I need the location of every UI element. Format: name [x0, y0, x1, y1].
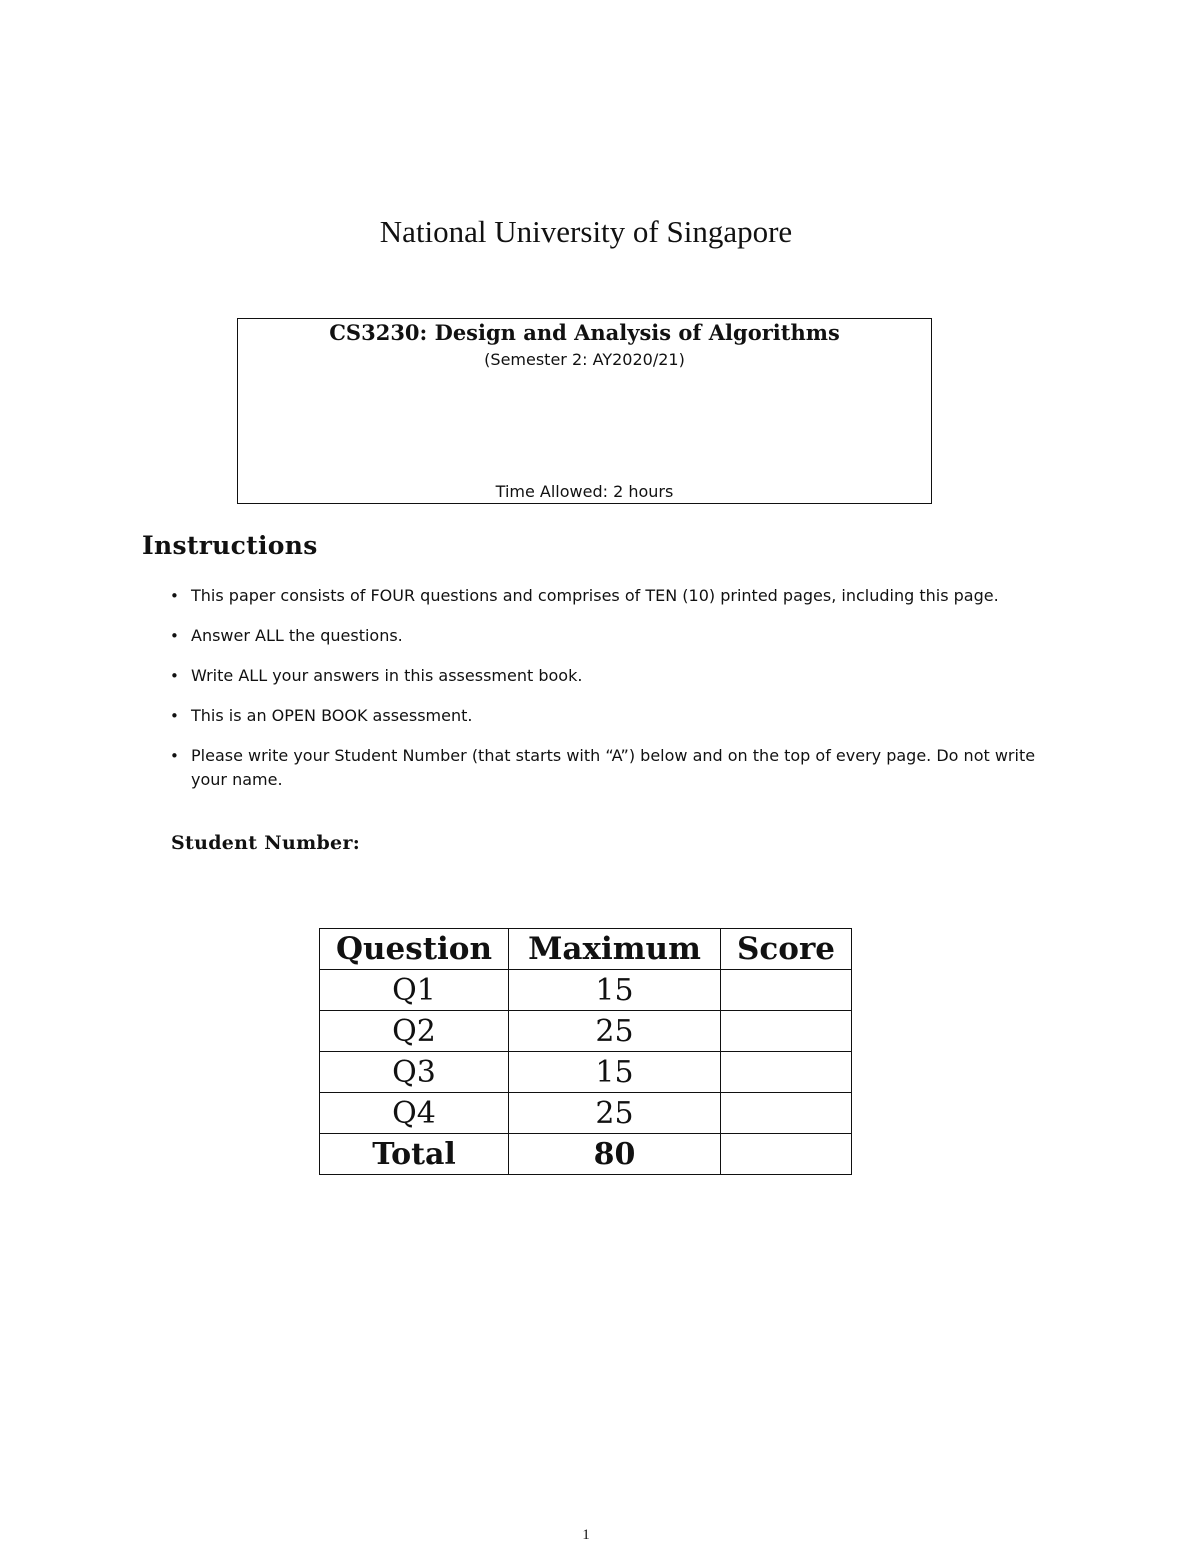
course-title: CS3230: Design and Analysis of Algorithms — [329, 320, 840, 345]
instruction-item — [168, 664, 1038, 688]
instruction-item — [168, 744, 1038, 792]
cell-maximum: 25 — [509, 1011, 721, 1052]
cell-score[interactable] — [721, 1134, 852, 1175]
instruction-text: This is an OPEN BOOK assessment. — [191, 706, 473, 725]
bullet-icon: • — [170, 667, 179, 685]
cell-maximum: 15 — [509, 1052, 721, 1093]
score-table — [319, 928, 852, 1175]
header-score: Score — [721, 929, 852, 970]
table-row — [320, 970, 852, 1011]
course-semester: (Semester 2: AY2020/21) — [484, 350, 685, 369]
university-title: National University of Singapore — [379, 214, 793, 249]
bullet-icon: • — [170, 747, 179, 765]
cell-score[interactable] — [721, 970, 852, 1011]
instructions-list — [168, 584, 1038, 808]
student-number-label: Student Number: — [171, 832, 361, 854]
cell-question: Q3 — [320, 1052, 509, 1093]
cell-maximum: 25 — [509, 1093, 721, 1134]
instruction-item — [168, 584, 1038, 608]
table-header-row — [320, 929, 852, 970]
cell-score[interactable] — [721, 1052, 852, 1093]
table-row — [320, 1052, 852, 1093]
cell-question: Q2 — [320, 1011, 509, 1052]
bullet-icon: • — [170, 707, 179, 725]
cell-question: Q1 — [320, 970, 509, 1011]
course-info-box — [237, 318, 932, 504]
cell-maximum: 80 — [509, 1134, 721, 1175]
time-allowed: Time Allowed: 2 hours — [495, 482, 674, 501]
cell-score[interactable] — [721, 1093, 852, 1134]
instruction-item — [168, 704, 1038, 728]
instruction-text: Answer ALL the questions. — [191, 626, 403, 645]
cell-maximum: 15 — [509, 970, 721, 1011]
header-maximum: Maximum — [509, 929, 721, 970]
instructions-heading: Instructions — [142, 531, 318, 560]
header-question: Question — [320, 929, 509, 970]
table-row-total — [320, 1134, 852, 1175]
bullet-icon: • — [170, 587, 179, 605]
bullet-icon: • — [170, 627, 179, 645]
table-row — [320, 1093, 852, 1134]
cell-score[interactable] — [721, 1011, 852, 1052]
page-number: 1 — [582, 1527, 590, 1543]
table-row — [320, 1011, 852, 1052]
instruction-item — [168, 624, 1038, 648]
instruction-text: Write ALL your answers in this assessment book. — [191, 666, 583, 685]
cell-question: Q4 — [320, 1093, 509, 1134]
instruction-text: This paper consists of FOUR questions and comprises of TEN (10) printed pages, including this page. — [191, 586, 999, 605]
instruction-text: Please write your Student Number (that starts with “A”) below and on the top of every page. Do not write your name. — [191, 746, 1036, 789]
cell-question: Total — [320, 1134, 509, 1175]
